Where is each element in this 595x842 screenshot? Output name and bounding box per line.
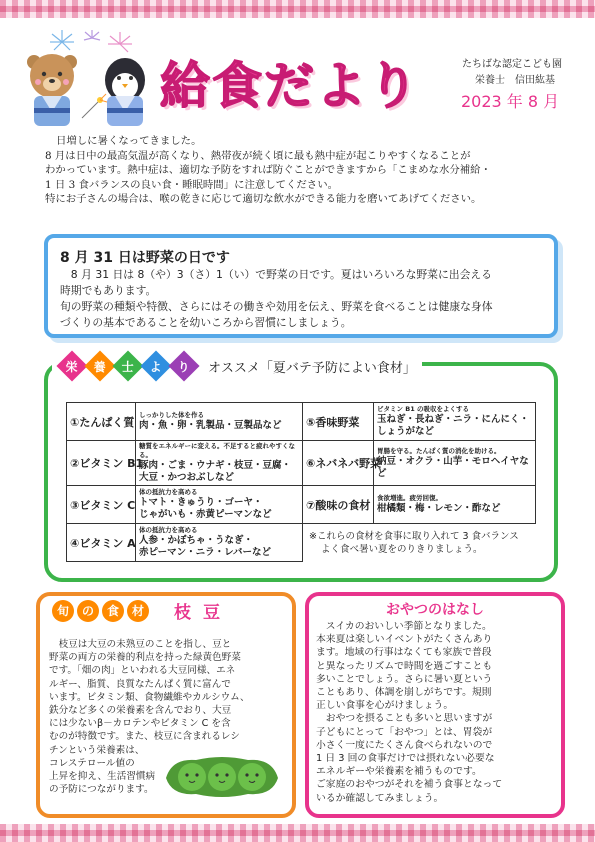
table-row [67, 403, 536, 441]
snack-line: こともあり、体調を崩しがちです。規則 [316, 687, 492, 699]
food-table [66, 402, 536, 562]
footnote-line: ※これらの食材を食事に取り入れて 3 食バランス [309, 530, 519, 542]
label-circle: の [77, 600, 99, 622]
vegetable-day-line: づくりの基本であることを幼いころから習慣にしましょう。 [60, 316, 352, 329]
table-row [67, 486, 536, 524]
snack-line: 1 日 3 回の食事だけでは摂れない必要な [316, 753, 495, 765]
nutrient-cell [136, 441, 303, 486]
nutrient-name: ⑦酸味の食材 [303, 486, 374, 524]
nutrient-foods: 肉・魚・卵・乳製品・豆製品など [139, 420, 282, 431]
recommendation-label [52, 352, 422, 380]
seasonal-line: います。ビタミン類、食物繊維やカルシウム、 [49, 691, 250, 703]
nutrient-name: ①たんぱく質 [67, 403, 136, 441]
snack-line: エネルギーや栄養素を補うものです。 [316, 766, 482, 778]
seasonal-line: 鉄分など多くの栄養素を含んでおり、大豆 [49, 705, 232, 717]
label-diamond [56, 350, 87, 381]
mascot-illustration [20, 28, 160, 128]
snack-line: 正しい食事を心がけましょう。 [316, 700, 454, 712]
label-circle: 旬 [52, 600, 74, 622]
footnote-line: よく食べ暑い夏をのりきりましょう。 [321, 543, 483, 555]
snack-line: スイカのおいしい季節となりました。 [316, 621, 492, 632]
nutrient-name: ④ビタミン A [67, 524, 136, 562]
organization-name: たちばな認定こども園 [462, 59, 562, 70]
nutrient-cell [136, 403, 303, 441]
bottom-gingham-border [0, 824, 595, 842]
snack-line: 本来夏は楽しいイベントがたくさんあり [316, 634, 493, 646]
label-char: 士 [121, 359, 135, 374]
snack-talk-title: おやつのはなし [386, 602, 484, 618]
vegetable-day-box [44, 234, 558, 338]
vegetable-day-line: 旬の野菜の種類や特徴、さらにはその働きや効用を伝え、野菜を食べることは健康な身体 [60, 300, 493, 313]
snack-line: と異なったリズムで時間を過ごすことも [316, 660, 493, 672]
label-char: よ [149, 359, 163, 374]
penguin-icon [105, 58, 145, 126]
intro-line: 8 月は日中の最高気温が高くなり、熱帯夜が続く頃に最も熱中症が起こりやすくなることが [45, 149, 471, 162]
table-footnote [303, 524, 536, 562]
seasonal-label [52, 598, 232, 623]
nutrient-foods: トマト・きゅうり・ゴーヤ・ [139, 497, 263, 508]
bear-icon [27, 54, 77, 126]
vegetable-day-line: 8 月 31 日は 8（や）3（さ）1（い）で野菜の日です。夏はいろいろな野菜に出会える [60, 268, 492, 281]
newsletter-title: 給食だより [160, 57, 420, 115]
label-diamond [84, 350, 115, 381]
nutrient-note: 体の抵抗力を高める [139, 488, 198, 496]
issue-date: 2023 年 8 月 [461, 92, 560, 111]
seasonal-line: の予防につながります。 [49, 784, 154, 796]
seasonal-line: には少ないβ－カロテンやビタミン C を含 [49, 718, 231, 730]
nutrient-foods: しょうがなど [377, 426, 435, 437]
nutrient-foods: 豚肉・ごま・ウナギ・枝豆・豆腐・ [139, 460, 292, 471]
seasonal-line: 上昇を抑え、生活習慣病 [49, 771, 156, 783]
label-diamond [168, 350, 199, 381]
nutrient-name: ②ビタミン B1 [67, 441, 136, 486]
nutrient-note: 糖質をエネルギーに変える。不足すると疲れやすくなる。 [139, 442, 295, 459]
label-circle: 食 [102, 600, 124, 622]
label-char: り [177, 359, 191, 374]
vegetable-day-text [60, 267, 545, 331]
nutrient-foods: 赤ピーマン・ニラ・レバーなど [139, 547, 271, 558]
nutrient-foods: 玉ねぎ・長ねぎ・ニラ・にんにく・ [377, 414, 530, 425]
intro-line: 特にお子さんの場合は、喉の乾きに応じて適切な飲水ができる能力を磨いてあげてください。 [45, 193, 482, 206]
sparkler-icon [82, 94, 107, 118]
fireworks-icon [50, 30, 132, 52]
seasonal-line: チンという栄養素は、 [49, 744, 145, 756]
nutrient-note: 胃腸を守る。たんぱく質の消化を助ける。 [377, 446, 501, 455]
seasonal-line: 野菜の両方の栄養的利点を持った緑黄色野菜 [49, 652, 241, 664]
nutrient-name: ⑥ネバネバ野菜 [303, 441, 374, 486]
nutrient-cell [374, 403, 536, 441]
snack-line: ます。地域の行事はなくても家族で普段 [316, 647, 492, 659]
vegetable-day-title: 8 月 31 日は野菜の日です [60, 250, 230, 266]
label-diamond [112, 350, 143, 381]
nutrient-cell [374, 486, 536, 524]
snack-talk-text [316, 620, 556, 805]
label-circle: 材 [127, 600, 149, 622]
table-row [67, 441, 536, 486]
top-gingham-border [0, 0, 595, 18]
nutrient-note: 体の抵抗力を高める [139, 526, 198, 534]
nutrient-note: 食欲増進。疲労回復。 [377, 494, 442, 502]
edamame-icon [162, 744, 282, 804]
label-char: 栄 [65, 359, 79, 374]
nutrient-foods: 人参・かぼちゃ・うなぎ・ [139, 535, 254, 546]
nutrient-cell [136, 524, 303, 562]
snack-line: おやつを摂ることも多いと思いますが [316, 713, 493, 725]
label-char: 養 [93, 359, 107, 374]
nutrient-foods: じゃがいも・赤黄ピーマンなど [139, 509, 272, 520]
nutrient-cell [136, 486, 303, 524]
snack-line: 多いことでしょう。さらに暑い夏という [316, 673, 493, 685]
intro-line: 1 日 3 食バランスの良い食・睡眠時間」に注意してください。 [45, 178, 338, 191]
seasonal-line: 枝豆は大豆の未熟豆のことを指し、豆と [49, 639, 232, 650]
dietitian-name: 栄養士 信田紘基 [475, 75, 555, 86]
intro-line: 日増しに暑くなってきました。 [56, 135, 202, 147]
vegetable-day-line: 時期でもあります。 [60, 284, 157, 297]
snack-line: 小さく一度にたくさん食べられないので [316, 739, 493, 751]
nutrient-cell [374, 441, 536, 486]
snack-line: ご家庭のおやつがそれを補う食事となって [316, 779, 503, 791]
nutrient-foods: 柑橘類・梅・レモン・酢など [377, 503, 501, 514]
snack-line: 子どもにとって「おやつ」とは、胃袋が [316, 726, 493, 738]
snack-line: いるか確認してみましょう。 [316, 792, 444, 804]
nutrient-foods: 納豆・オクラ・山芋・モロヘイヤなど [377, 455, 529, 479]
recommendation-heading: オススメ「夏バテ予防によい食材」 [208, 360, 416, 376]
seasonal-line: むのが特徴です。また、枝豆に含まれるレシ [49, 731, 240, 743]
nutrient-name: ⑤香味野菜 [303, 403, 374, 441]
seasonal-line: ルギー、脂質、良質なたんぱく質に富んで [49, 678, 231, 690]
label-diamond [140, 350, 171, 381]
nutrient-note: ビタミン B1 の吸収をよくする [377, 405, 470, 413]
seasonal-ingredient-name: 枝豆 [174, 603, 232, 623]
seasonal-line: です。「畑の肉」といわれる大豆同様、エネ [49, 665, 236, 677]
intro-paragraph [45, 134, 565, 207]
table-row [67, 524, 536, 562]
nutrient-note: しっかりした体を作る [139, 411, 204, 419]
nutrient-name: ③ビタミン C [67, 486, 136, 524]
intro-line: わかっています。熱中症は、適切な予防をすれば防ぐことができますから「こまめな水分補給・ [45, 164, 491, 177]
nutrient-foods: 大豆・かつおぶしなど [139, 472, 235, 483]
seasonal-line: コレステロール値の [49, 757, 135, 769]
